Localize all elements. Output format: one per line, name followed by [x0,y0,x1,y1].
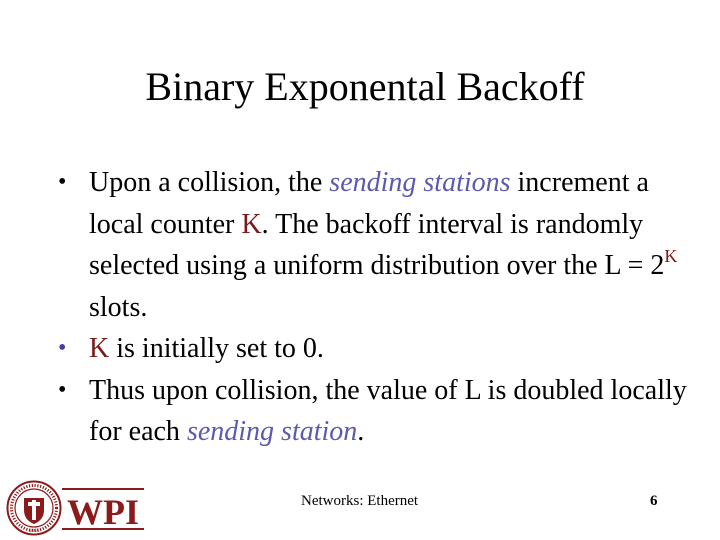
bullet-text-run: is initially set to 0. [109,333,324,364]
bullet-text-run: . [357,416,365,447]
bullet-text-run: K [241,208,262,240]
bullet-text-run: slots. [89,291,148,323]
bullet-item [58,162,698,328]
bullet-text-run: Upon a collision, the [89,167,330,198]
wpi-seal-icon [6,480,62,536]
bullet-text-run: sending stations [329,167,511,198]
bullet-text-run: sending station [186,416,358,447]
bullet-text-run: K [89,333,110,364]
bullet-text-run: . The backoff interval is randomly selected using a uniform distribution over the L = 2 [89,208,665,281]
bullet-item [58,328,698,370]
bullet-text-run: K [664,246,678,266]
bullet-dot-icon: • [58,376,67,403]
bullet-item [58,370,698,453]
seal-year: 1865 [29,529,39,534]
bullet-text-run: Thus upon collision, the value of L is doubled locally for each [89,374,687,447]
bullet-text-run: increment a local counter [89,167,649,240]
bullet-dot-icon: • [58,169,67,195]
bullet-dot-icon: • [58,335,67,361]
bullet-list [58,162,698,453]
wpi-logo-icon [62,486,144,532]
slide-title: Binary Exponental Backoff [145,64,585,109]
page-number: 6 [650,493,658,509]
footer-label: Networks: Ethernet [301,493,419,509]
wpi-wordmark: WPI [67,492,139,532]
